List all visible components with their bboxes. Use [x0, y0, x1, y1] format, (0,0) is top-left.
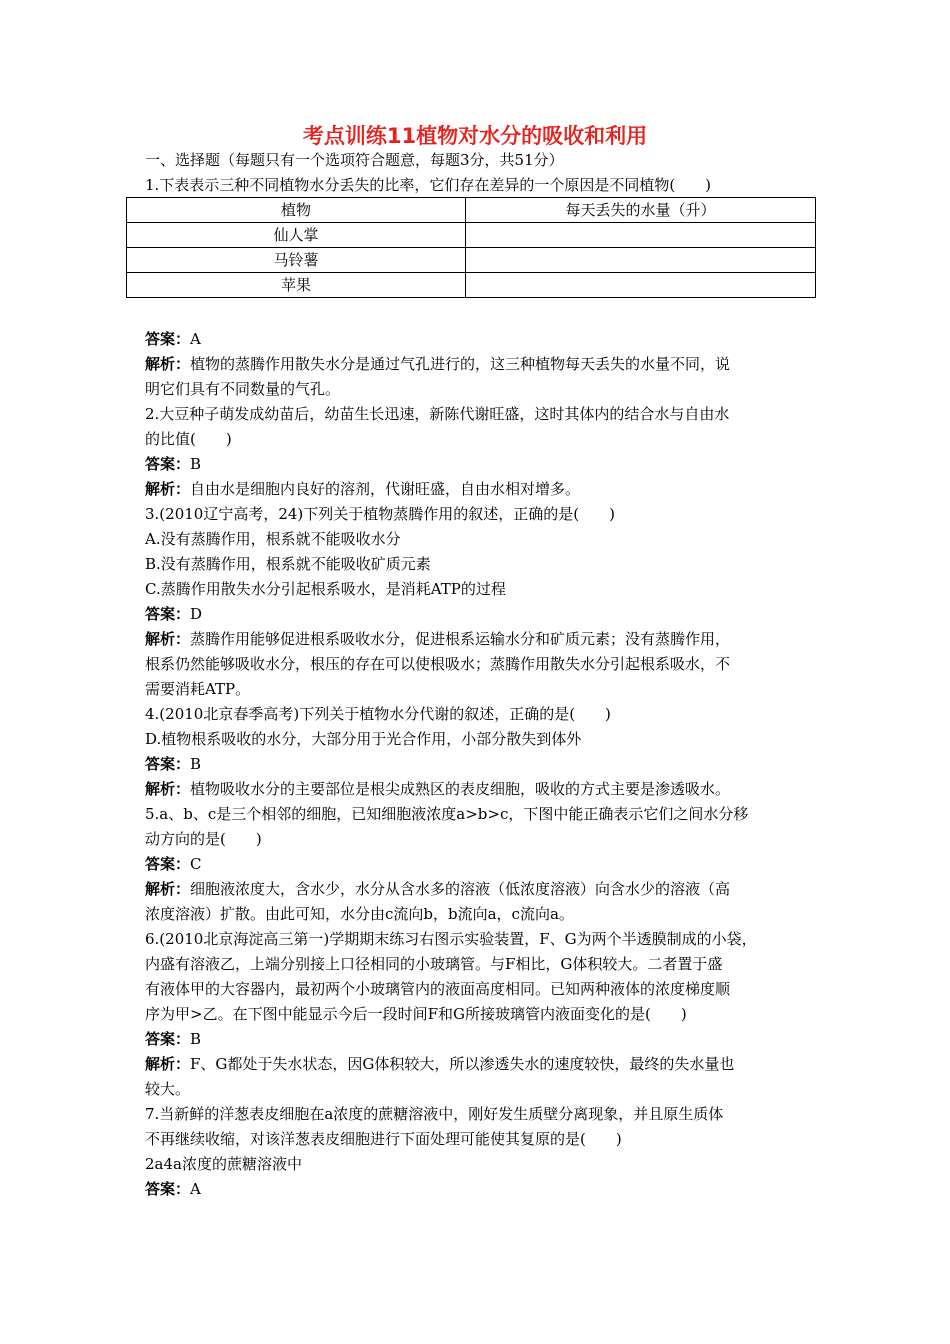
table-cell: 仙人掌: [127, 223, 466, 248]
q3-option-c: C.蒸腾作用散失水分引起根系吸水，是消耗ATP的过程: [145, 580, 506, 598]
analysis-text: 细胞液浓度大，含水少，水分从含水多的溶液（低浓度溶液）向含水少的溶液（高: [190, 880, 731, 898]
q5-analysis: [145, 877, 813, 902]
q3-answer: [145, 602, 813, 627]
q6-stem-cont: 有液体甲的大容器内，最初两个小玻璃管内的液面高度相同。已知两种液体的浓度梯度顺: [145, 980, 731, 998]
analysis-label: 解析：: [145, 1055, 191, 1073]
q3-option-a: A.没有蒸腾作用，根系就不能吸收水分: [145, 530, 401, 548]
q6-stem-cont: 内盛有溶液乙，上端分别接上口径相同的小玻璃管。与F相比，G体积较大。二者置于盛: [145, 955, 723, 973]
analysis-text: 植物吸收水分的主要部位是根尖成熟区的表皮细胞，吸收的方式主要是渗透吸水。: [190, 780, 731, 798]
q3-analysis-cont: 根系仍然能够吸收水分，根压的存在可以使根吸水；蒸腾作用散失水分引起根系吸水，不: [145, 655, 731, 673]
answer-label: 答案：: [145, 605, 191, 623]
q1-analysis-cont: 明它们具有不同数量的气孔。: [145, 380, 341, 398]
water-loss-table: [126, 197, 816, 298]
answer-label: 答案：: [145, 755, 191, 773]
q1-answer: [145, 327, 813, 352]
analysis-text: 植物的蒸腾作用散失水分是通过气孔进行的，这三种植物每天丢失的水量不同，说: [190, 355, 731, 373]
q7-option: 2a4a浓度的蔗糖溶液中: [145, 1155, 302, 1173]
q5-analysis-cont: 浓度溶液）扩散。由此可知，水分由c流向b，b流向a，c流向a。: [145, 905, 574, 923]
answer-value: A: [190, 330, 201, 348]
q7-stem: 7.当新鲜的洋葱表皮细胞在a浓度的蔗糖溶液中，刚好发生质壁分离现象，并且原生质体: [145, 1105, 724, 1123]
answer-label: 答案：: [145, 1180, 191, 1198]
table-cell: [466, 273, 816, 298]
q6-analysis: [145, 1052, 813, 1077]
q4-answer: [145, 752, 813, 777]
answer-value: A: [190, 1180, 201, 1198]
q2-stem: 2.大豆种子萌发成幼苗后，幼苗生长迅速，新陈代谢旺盛，这时其体内的结合水与自由水: [145, 405, 730, 423]
q7-stem-cont: 不再继续收缩，对该洋葱表皮细胞进行下面处理可能使其复原的是( ): [145, 1130, 622, 1148]
analysis-text: 蒸腾作用能够促进根系吸收水分，促进根系运输水分和矿质元素；没有蒸腾作用，: [190, 630, 731, 648]
table-cell: [466, 223, 816, 248]
answer-label: 答案：: [145, 455, 191, 473]
answer-value: C: [190, 855, 202, 873]
analysis-text: F、G都处于失水状态，因G体积较大，所以渗透失水的速度较快，最终的失水量也: [190, 1055, 735, 1073]
q3-analysis-cont: 需要消耗ATP。: [145, 680, 251, 698]
q6-stem: 6.(2010北京海淀高三第一)学期期末练习右图示实验装置，F、G为两个半透膜制成的小袋，: [145, 930, 757, 948]
table-header-cell: 每天丢失的水量（升）: [466, 198, 816, 223]
q5-stem: 5.a、b、c是三个相邻的细胞，已知细胞液浓度a>b>c，下图中能正确表示它们之间水分移: [145, 805, 749, 823]
table-header-row: [127, 198, 816, 223]
table-cell: 苹果: [127, 273, 466, 298]
analysis-label: 解析：: [145, 630, 191, 648]
q2-answer: [145, 452, 813, 477]
table-header-cell: 植物: [127, 198, 466, 223]
q3-option-b: B.没有蒸腾作用，根系就不能吸收矿质元素: [145, 555, 431, 573]
q6-answer: [145, 1027, 813, 1052]
table-cell: [466, 248, 816, 273]
section-heading: 一、选择题（每题只有一个选项符合题意，每题3分，共51分）: [145, 151, 564, 169]
table-cell: 马铃薯: [127, 248, 466, 273]
answer-value: B: [190, 455, 202, 473]
table-row: [127, 273, 816, 298]
q4-stem: 4.(2010北京春季高考)下列关于植物水分代谢的叙述，正确的是( ): [145, 705, 611, 723]
answer-label: 答案：: [145, 855, 191, 873]
q4-option-d: D.植物根系吸收的水分，大部分用于光合作用，小部分散失到体外: [145, 730, 582, 748]
q5-stem-cont: 动方向的是( ): [145, 830, 262, 848]
q6-stem-cont: 序为甲>乙。在下图中能显示今后一段时间F和G所接玻璃管内液面变化的是( ): [145, 1005, 687, 1023]
analysis-label: 解析：: [145, 480, 191, 498]
answer-label: 答案：: [145, 330, 191, 348]
analysis-label: 解析：: [145, 355, 191, 373]
q2-stem-cont: 的比值( ): [145, 430, 232, 448]
q4-analysis: [145, 777, 813, 802]
analysis-label: 解析：: [145, 880, 191, 898]
q2-analysis: [145, 477, 813, 502]
q1-analysis: [145, 352, 813, 377]
q6-analysis-cont: 较大。: [145, 1080, 191, 1098]
page-title: 考点训练11植物对水分的吸收和利用: [302, 124, 648, 148]
answer-label: 答案：: [145, 1030, 191, 1048]
table-row: [127, 248, 816, 273]
answer-value: D: [190, 605, 203, 623]
analysis-text: 自由水是细胞内良好的溶剂，代谢旺盛，自由水相对增多。: [190, 480, 581, 498]
q1-stem: 1.下表表示三种不同植物水分丢失的比率，它们存在差异的一个原因是不同植物( ): [145, 176, 712, 194]
q3-stem: 3.(2010辽宁高考，24)下列关于植物蒸腾作用的叙述，正确的是( ): [145, 505, 615, 523]
q3-analysis: [145, 627, 813, 652]
q7-answer: [145, 1177, 813, 1202]
q5-answer: [145, 852, 813, 877]
table-row: [127, 223, 816, 248]
analysis-label: 解析：: [145, 780, 191, 798]
answer-value: B: [190, 1030, 202, 1048]
answer-value: B: [190, 755, 202, 773]
